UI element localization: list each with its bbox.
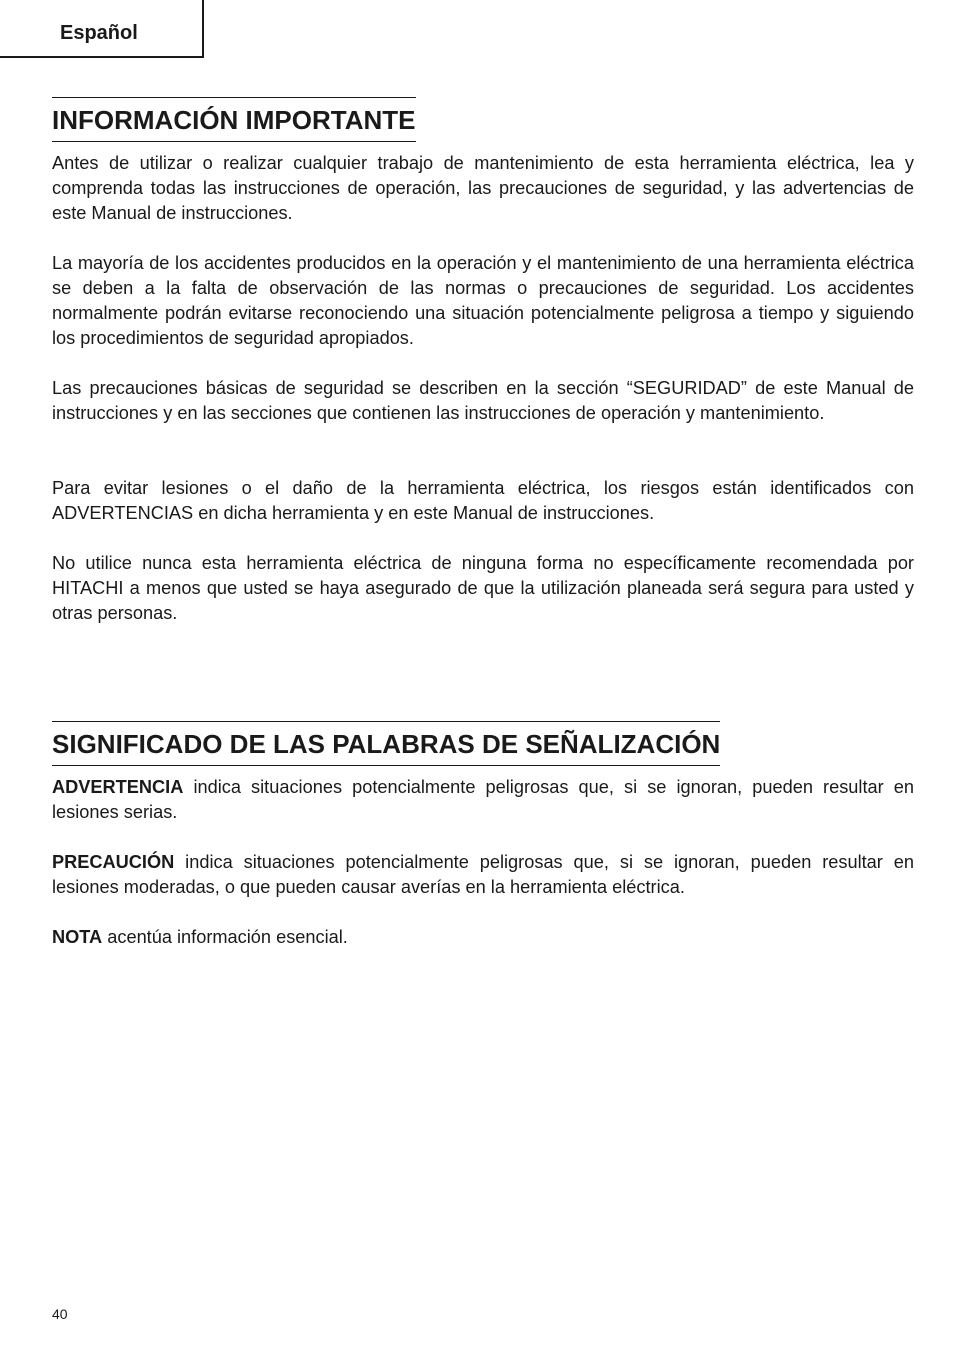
paragraph-recommended-use: No utilice nunca esta herramienta eléctrica de ninguna forma no específicamente recomendada por HITACHI a menos que usted se haya asegurado de que la utilización planeada será segura para usted y otras personas.: [52, 553, 914, 623]
signal-term: PRECAUCIÓN: [52, 852, 175, 872]
signal-description: acentúa información esencial.: [102, 927, 348, 947]
signal-word-warning: [52, 775, 914, 825]
signal-description: indica situaciones potencialmente peligrosas que, si se ignoran, pueden resultar en lesiones serias.: [52, 777, 914, 822]
signal-term: NOTA: [52, 927, 103, 947]
language-label: Español: [60, 22, 138, 44]
language-tab: [0, 0, 204, 58]
paragraph-basic-precautions: Las precauciones básicas de seguridad se describen en la sección “SEGURIDAD” de este Manual de instrucciones y en las secciones que contienen las instrucciones de operación y mantenimiento.: [52, 378, 914, 423]
signal-word-note: [52, 925, 914, 950]
paragraph-accidents: La mayoría de los accidentes producidos en la operación y el mantenimiento de una herramienta eléctrica se deben a la falta de observación de las normas o precauciones de seguridad. Los accidentes normalmente podrán evitarse reconociendo una situación potencialmente peligrosa a tiempo y siguiendo los procedimientos de seguridad apropiados.: [52, 253, 914, 348]
signal-term: ADVERTENCIA: [52, 777, 184, 797]
signal-description: indica situaciones potencialmente peligrosas que, si se ignoran, pueden resultar en lesiones moderadas, o que pueden causar averías en la herramienta eléctrica.: [52, 852, 914, 897]
paragraph-warnings: Para evitar lesiones o el daño de la herramienta eléctrica, los riesgos están identificados con ADVERTENCIAS en dicha herramienta y en este Manual de instrucciones.: [52, 478, 914, 523]
page-number: 40: [52, 1306, 68, 1322]
signal-word-caution: [52, 850, 914, 900]
paragraph-read-manual: Antes de utilizar o realizar cualquier trabajo de mantenimiento de esta herramienta eléctrica, lea y comprenda todas las instrucciones de operación, las precauciones de seguridad, y las advertencias de este Manual de instrucciones.: [52, 153, 914, 223]
section-title-signal-words: SIGNIFICADO DE LAS PALABRAS DE SEÑALIZACIÓN: [52, 721, 720, 766]
section-title-important-info: INFORMACIÓN IMPORTANTE: [52, 97, 416, 142]
